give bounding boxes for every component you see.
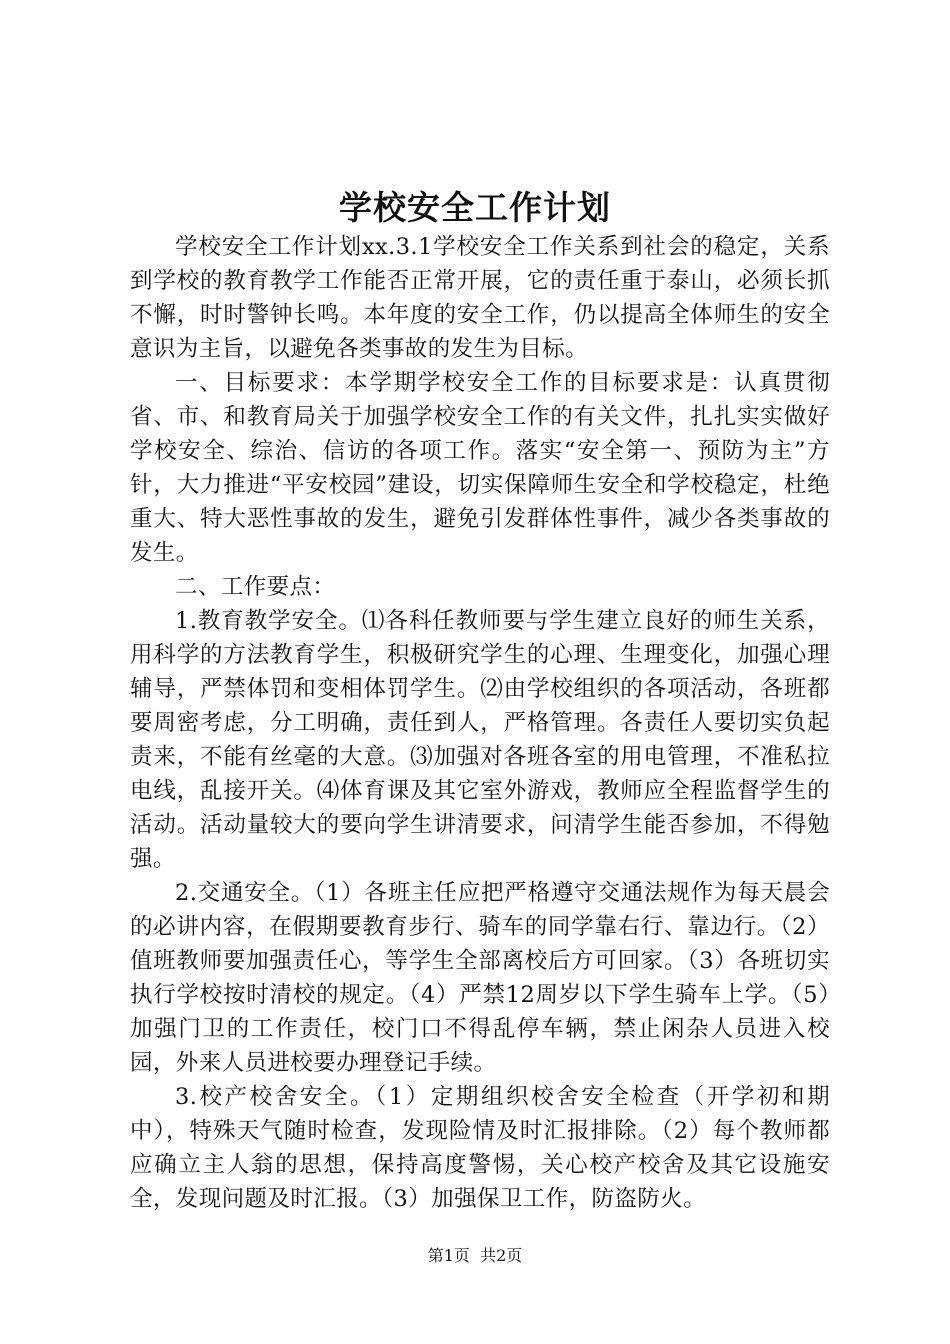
page-number: 第1页 (427, 1246, 470, 1265)
paragraph-goals: 一、目标要求：本学期学校安全工作的目标要求是：认真贯彻省、市、和教育局关于加强学校安全工作的有关文件，扎扎实实做好学校安全、综治、信访的各项工作。落实“安全第一、预防为主”方针，大力推进“平安校园”建设，切实保障师生安全和学校稳定，杜绝重大、特大恶性事故的发生，避免引发群体性事件，减少各类事故的发生。 (130, 370, 830, 566)
paragraph-traffic-safety: 2.交通安全。（1）各班主任应把严格遵守交通法规作为每天晨会的必讲内容，在假期要教育步行、骑车的同学靠右行、靠边行。（2）值班教师要加强责任心，等学生全部离校后方可回家。（3）各班切实执行学校按时清校的规定。（4）严禁12周岁以下学生骑车上学。（5）加强门卫的工作责任，校门口不得乱停车辆，禁止闲杂人员进入校园，外来人员进校要办理登记手续。 (130, 880, 830, 1076)
document-body (130, 230, 830, 1216)
paragraph-key-points-heading: 二、工作要点： (175, 574, 336, 600)
page-footer (0, 1244, 950, 1268)
paragraph-property-safety: 3.校产校舍安全。（1）定期组织校舍安全检查（开学初和期中），特殊天气随时检查，发现险情及时汇报排除。（2）每个教师都应确立主人翁的思想，保持高度警惕，关心校产校舍及其它设施安全，发现问题及时汇报。（3）加强保卫工作，防盗防火。 (130, 1084, 830, 1212)
document-title: 学校安全工作计划 (339, 188, 611, 227)
paragraph-intro: 学校安全工作计划xx.3.1学校安全工作关系到社会的稳定，关系到学校的教育教学工作能否正常开展，它的责任重于泰山，必须长抓不懈，时时警钟长鸣。本年度的安全工作，仍以提高全体师生的安全意识为主旨，以避免各类事故的发生为目标。 (130, 234, 830, 362)
paragraph-teaching-safety: 1.教育教学安全。⑴各科任教师要与学生建立良好的师生关系，用科学的方法教育学生，积极研究学生的心理、生理变化，加强心理辅导，严禁体罚和变相体罚学生。⑵由学校组织的各项活动，各班都要周密考虑，分工明确，责任到人，严格管理。各责任人要切实负起责来，不能有丝毫的大意。⑶加强对各班各室的用电管理，不准私拉电线，乱接开关。⑷体育课及其它室外游戏，教师应全程监督学生的活动。活动量较大的要向学生讲清要求，问清学生能否参加，不得勉强。 (130, 608, 830, 872)
page-total: 共2页 (480, 1246, 523, 1265)
